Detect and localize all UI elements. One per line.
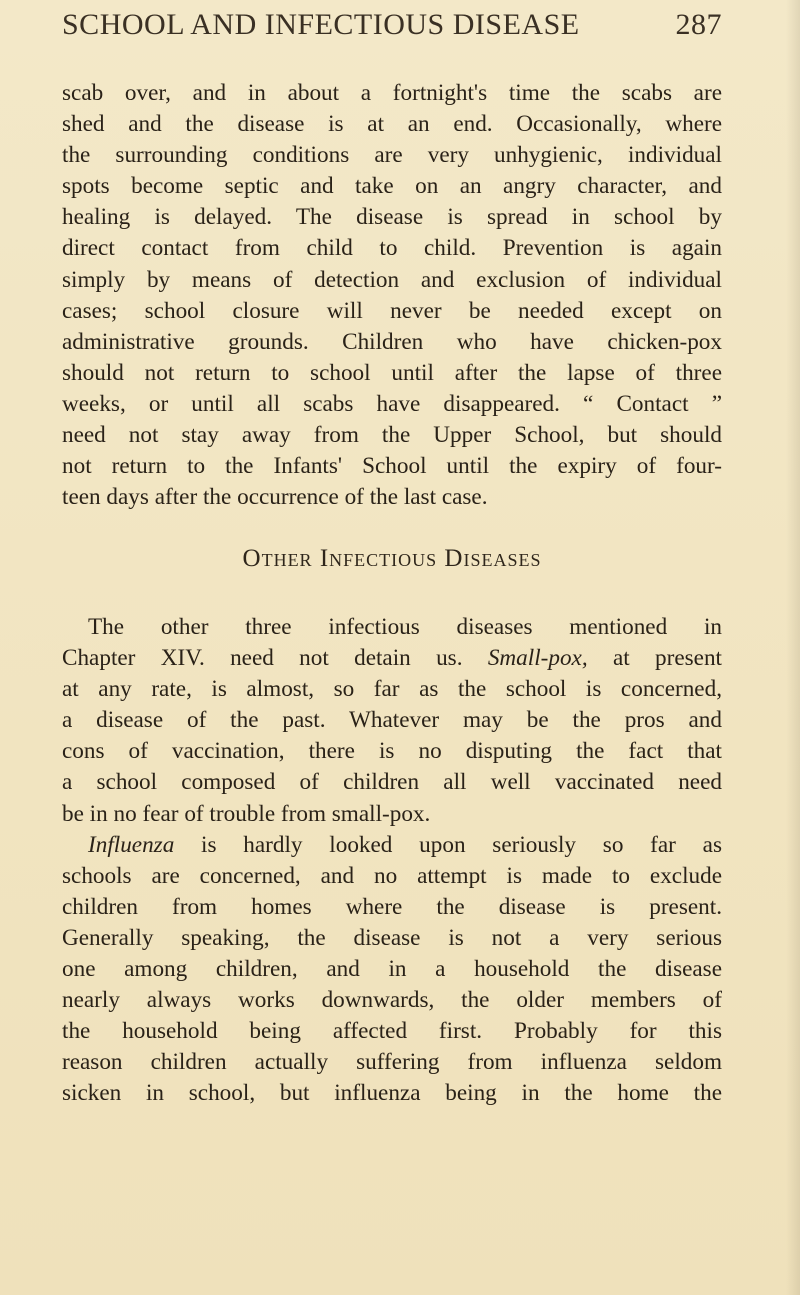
text-fragment: at present bbox=[587, 645, 722, 672]
paragraph-other-diseases bbox=[62, 612, 722, 1110]
text-line: should not return to school until after the lapse of three bbox=[62, 359, 722, 386]
text-line: sicken in school, but influenza being in the home the bbox=[62, 1080, 722, 1107]
section-heading: Other Infectious Diseases bbox=[242, 545, 542, 572]
text-fragment: Chapter XIV. need not detain us. bbox=[62, 645, 488, 672]
text-line: the surrounding conditions are very unhygienic, individual bbox=[62, 142, 722, 169]
text-line: The other three infectious diseases mentioned in bbox=[88, 614, 722, 640]
text-line: need not stay away from the Upper School, but should bbox=[62, 422, 722, 449]
text-line: the household being affected first. Probably for this bbox=[62, 1018, 722, 1045]
text-line: simply by means of detection and exclusion of individual bbox=[62, 266, 722, 293]
text-line: cases; school closure will never be needed except on bbox=[62, 297, 722, 324]
page-number: 287 bbox=[675, 8, 722, 41]
text-line: a disease of the past. Whatever may be the pros and bbox=[62, 707, 722, 734]
text-line: shed and the disease is at an end. Occasionally, where bbox=[62, 111, 722, 138]
text-line bbox=[62, 643, 722, 674]
running-header bbox=[62, 8, 722, 58]
text-line: teen days after the occurrence of the last case. bbox=[62, 484, 488, 511]
text-line bbox=[62, 830, 722, 861]
text-line: be in no fear of trouble from small-pox. bbox=[62, 800, 431, 827]
text-line: Generally speaking, the disease is not a very serious bbox=[62, 924, 722, 951]
page-edge-shadow bbox=[786, 0, 800, 1295]
text-line: reason children actually suffering from influenza seldom bbox=[62, 1049, 722, 1076]
text-line: direct contact from child to child. Prevention is again bbox=[62, 235, 722, 262]
text-line: a school composed of children all well vaccinated need bbox=[62, 769, 722, 796]
text-line: children from homes where the disease is present. bbox=[62, 893, 722, 920]
text-line: at any rate, is almost, so far as the school is concerned, bbox=[62, 676, 722, 703]
italic-term-influenza: Influenza bbox=[88, 831, 175, 858]
running-header-title: SCHOOL AND INFECTIOUS DISEASE bbox=[62, 8, 580, 41]
text-line: healing is delayed. The disease is spread in school by bbox=[62, 204, 722, 231]
text-line: one among children, and in a household the disease bbox=[62, 956, 722, 983]
italic-term-small-pox: Small-pox, bbox=[487, 645, 588, 672]
text-line: weeks, or until all scabs have disappeared. “ Contact ” bbox=[62, 390, 722, 417]
paragraph-chicken-pox bbox=[62, 78, 722, 513]
text-line: spots become septic and take on an angry character, and bbox=[62, 173, 722, 200]
text-line: cons of vaccination, there is no disputing the fact that bbox=[62, 738, 722, 765]
text-line: schools are concerned, and no attempt is made to exclude bbox=[62, 862, 722, 889]
text-line: scab over, and in about a fortnight's time the scabs are bbox=[62, 80, 722, 106]
text-line: nearly always works downwards, the older members of bbox=[62, 987, 722, 1014]
text-line: administrative grounds. Children who have chicken-pox bbox=[62, 328, 722, 355]
text-fragment: is hardly looked upon seriously so far as bbox=[174, 831, 722, 858]
text-line: not return to the Infants' School until the expiry of four- bbox=[62, 453, 722, 480]
